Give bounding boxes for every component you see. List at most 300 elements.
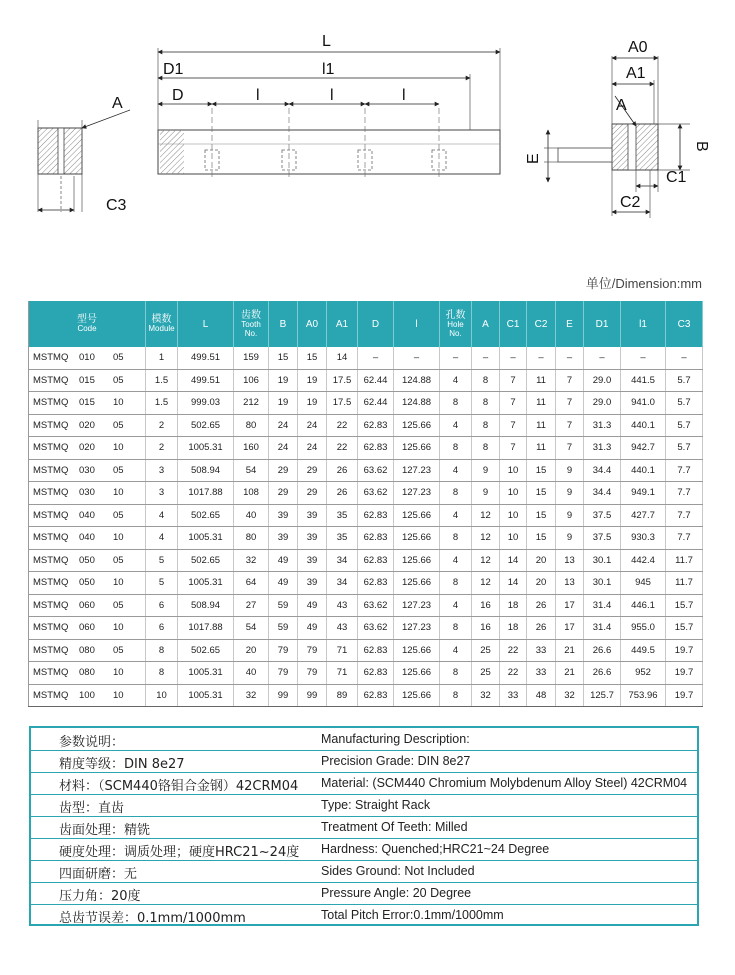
table-cell: 952 bbox=[621, 662, 666, 685]
table-cell: 1 bbox=[146, 347, 178, 369]
table-header-1 bbox=[146, 301, 178, 347]
table-cell: 43 bbox=[327, 594, 358, 617]
code-part: MSTMQ bbox=[33, 554, 69, 566]
table-cell: 6 bbox=[146, 617, 178, 640]
table-header-label: E bbox=[566, 318, 573, 330]
table-header-label: L bbox=[202, 318, 209, 330]
code-part: MSTMQ bbox=[33, 442, 69, 454]
table-row bbox=[29, 414, 703, 437]
table-cell: 4 bbox=[440, 549, 472, 572]
table-header-6 bbox=[327, 301, 358, 347]
table-cell: – bbox=[440, 347, 472, 369]
table-cell: 14 bbox=[500, 549, 527, 572]
code-part: MSTMQ bbox=[33, 644, 69, 656]
code-part: 050 bbox=[79, 577, 95, 589]
table-cell: 127.23 bbox=[394, 459, 440, 482]
code-part: 015 bbox=[79, 397, 95, 409]
table-cell: 159 bbox=[234, 347, 269, 369]
table-cell: 22 bbox=[500, 639, 527, 662]
note-english: Pressure Angle: 20 Degree bbox=[321, 886, 472, 900]
table-cell: 12 bbox=[472, 527, 500, 550]
table-row bbox=[29, 684, 703, 707]
table-cell: 8 bbox=[440, 527, 472, 550]
table-cell: 7.7 bbox=[666, 459, 703, 482]
table-header-13 bbox=[556, 301, 584, 347]
table-cell: 29 bbox=[298, 459, 327, 482]
table-cell: 8 bbox=[472, 369, 500, 392]
table-cell: 8 bbox=[146, 639, 178, 662]
table-cell: 7 bbox=[556, 437, 584, 460]
label-c2: C2 bbox=[620, 194, 641, 211]
table-cell: 26.6 bbox=[584, 639, 621, 662]
table-cell: 39 bbox=[269, 527, 298, 550]
code-part: MSTMQ bbox=[33, 577, 69, 589]
label-L: L bbox=[322, 33, 331, 50]
table-cell: 4 bbox=[440, 504, 472, 527]
table-cell: 19 bbox=[269, 392, 298, 415]
table-cell: 9 bbox=[556, 527, 584, 550]
note-english: Hardness: Quenched;HRC21~24 Degree bbox=[321, 842, 550, 856]
table-cell: 15 bbox=[527, 459, 556, 482]
code-part: 015 bbox=[79, 374, 95, 386]
code-part: 10 bbox=[113, 397, 124, 409]
table-cell: 5 bbox=[146, 572, 178, 595]
table-cell: 4 bbox=[146, 527, 178, 550]
table-header-label: A1 bbox=[335, 318, 349, 330]
table-cell: 18 bbox=[500, 617, 527, 640]
code-part: 10 bbox=[113, 689, 124, 701]
table-cell: 212 bbox=[234, 392, 269, 415]
table-cell: 26 bbox=[527, 594, 556, 617]
note-chinese: 总齿节误差：0.1mm/1000mm bbox=[59, 911, 246, 926]
table-cell-code bbox=[29, 437, 146, 460]
table-cell: – bbox=[500, 347, 527, 369]
table-header-label: 模数 bbox=[151, 314, 172, 326]
table-cell: – bbox=[472, 347, 500, 369]
table-cell: 14 bbox=[500, 572, 527, 595]
table-cell: 26 bbox=[327, 482, 358, 505]
table-cell: 1005.31 bbox=[178, 572, 234, 595]
code-part: 05 bbox=[113, 644, 124, 656]
code-part: 05 bbox=[113, 509, 124, 521]
note-row bbox=[31, 750, 697, 773]
table-cell: 499.51 bbox=[178, 369, 234, 392]
table-cell: 62.83 bbox=[358, 684, 394, 707]
table-cell: 13 bbox=[556, 572, 584, 595]
table-cell: 508.94 bbox=[178, 459, 234, 482]
table-cell: 11 bbox=[527, 437, 556, 460]
code-part: MSTMQ bbox=[33, 464, 69, 476]
table-cell: 8 bbox=[440, 662, 472, 685]
table-header-5 bbox=[298, 301, 327, 347]
table-cell: 19.7 bbox=[666, 684, 703, 707]
table-cell: 30.1 bbox=[584, 572, 621, 595]
table-cell: 43 bbox=[327, 617, 358, 640]
table-cell: 11 bbox=[527, 414, 556, 437]
table-cell: 11 bbox=[527, 369, 556, 392]
table-header-7 bbox=[358, 301, 394, 347]
table-cell: 9 bbox=[556, 504, 584, 527]
table-cell: 125.66 bbox=[394, 437, 440, 460]
table-cell: – bbox=[584, 347, 621, 369]
code-part: 10 bbox=[113, 532, 124, 544]
code-part: MSTMQ bbox=[33, 532, 69, 544]
label-a-right: A bbox=[616, 97, 627, 114]
label-c3: C3 bbox=[106, 197, 127, 214]
table-cell: 89 bbox=[327, 684, 358, 707]
table-cell: 124.88 bbox=[394, 392, 440, 415]
table-cell: 79 bbox=[298, 662, 327, 685]
note-chinese: 齿面处理：精铣 bbox=[59, 823, 151, 838]
table-cell: 502.65 bbox=[178, 549, 234, 572]
table-cell: 8 bbox=[440, 437, 472, 460]
code-part: 020 bbox=[79, 442, 95, 454]
label-a-left: A bbox=[112, 95, 123, 112]
table-header-sublabel: Tooth No. bbox=[241, 319, 261, 338]
table-cell-code bbox=[29, 347, 146, 369]
table-cell: 125.66 bbox=[394, 662, 440, 685]
table-cell: 125.66 bbox=[394, 527, 440, 550]
table-header-10 bbox=[472, 301, 500, 347]
table-cell: 999.03 bbox=[178, 392, 234, 415]
table-cell: 35 bbox=[327, 527, 358, 550]
table-cell: 21 bbox=[556, 662, 584, 685]
table-header-2 bbox=[178, 301, 234, 347]
table-cell: 8 bbox=[440, 392, 472, 415]
table-cell: 20 bbox=[234, 639, 269, 662]
table-cell: 125.66 bbox=[394, 684, 440, 707]
table-cell: 59 bbox=[269, 594, 298, 617]
table-cell: 59 bbox=[269, 617, 298, 640]
table-cell: 49 bbox=[269, 572, 298, 595]
table-header-14 bbox=[584, 301, 621, 347]
table-header-sublabel: Code bbox=[77, 324, 97, 334]
note-english: Total Pitch Error:0.1mm/1000mm bbox=[321, 908, 504, 922]
code-part: MSTMQ bbox=[33, 374, 69, 386]
table-cell: 17.5 bbox=[327, 369, 358, 392]
code-part: 05 bbox=[113, 419, 124, 431]
table-cell: 502.65 bbox=[178, 414, 234, 437]
table-cell: 15 bbox=[527, 504, 556, 527]
table-cell: 945 bbox=[621, 572, 666, 595]
table-cell: 15 bbox=[527, 527, 556, 550]
table-cell: – bbox=[621, 347, 666, 369]
table-cell: 9 bbox=[472, 482, 500, 505]
table-header-4 bbox=[269, 301, 298, 347]
code-part: MSTMQ bbox=[33, 667, 69, 679]
code-part: 030 bbox=[79, 487, 95, 499]
code-part: 010 bbox=[79, 352, 95, 364]
table-cell: 930.3 bbox=[621, 527, 666, 550]
dimension-unit: 单位/Dimension:mm bbox=[585, 276, 702, 291]
table-cell-code bbox=[29, 459, 146, 482]
table-cell: 5.7 bbox=[666, 392, 703, 415]
table-row bbox=[29, 504, 703, 527]
table-cell: 10 bbox=[146, 684, 178, 707]
table-cell: 63.62 bbox=[358, 459, 394, 482]
note-chinese: 精度等级：DIN 8e27 bbox=[59, 757, 185, 772]
table-cell: 427.7 bbox=[621, 504, 666, 527]
table-cell: 8 bbox=[472, 414, 500, 437]
spec-table bbox=[28, 301, 703, 707]
label-e: E bbox=[525, 153, 542, 164]
table-cell: 127.23 bbox=[394, 617, 440, 640]
table-cell: 49 bbox=[298, 617, 327, 640]
code-part: 10 bbox=[113, 622, 124, 634]
table-cell: 1005.31 bbox=[178, 437, 234, 460]
table-cell: 15.7 bbox=[666, 594, 703, 617]
table-cell: 26 bbox=[327, 459, 358, 482]
table-cell: 955.0 bbox=[621, 617, 666, 640]
table-cell: 62.83 bbox=[358, 549, 394, 572]
table-header-label: A bbox=[482, 318, 489, 330]
table-header-sublabel: Hole No. bbox=[447, 319, 464, 338]
table-cell: – bbox=[556, 347, 584, 369]
table-cell: 7 bbox=[500, 392, 527, 415]
table-row bbox=[29, 527, 703, 550]
table-header-label: D bbox=[371, 318, 380, 330]
label-c1: C1 bbox=[666, 169, 687, 186]
code-part: 080 bbox=[79, 667, 95, 679]
table-cell: 31.3 bbox=[584, 414, 621, 437]
table-cell: 34 bbox=[327, 549, 358, 572]
table-header-label: 孔数 bbox=[445, 309, 466, 321]
table-cell: 32 bbox=[234, 684, 269, 707]
table-cell: 71 bbox=[327, 639, 358, 662]
table-cell: 79 bbox=[269, 639, 298, 662]
table-header-label: C2 bbox=[534, 318, 548, 330]
code-part: MSTMQ bbox=[33, 689, 69, 701]
code-part: 050 bbox=[79, 554, 95, 566]
manufacturing-notes bbox=[29, 726, 699, 926]
table-cell: 9 bbox=[472, 459, 500, 482]
code-part: 10 bbox=[113, 577, 124, 589]
table-cell: 5 bbox=[146, 549, 178, 572]
table-cell: 62.83 bbox=[358, 504, 394, 527]
table-header-12 bbox=[527, 301, 556, 347]
table-cell: 16 bbox=[472, 617, 500, 640]
table-cell: 5.7 bbox=[666, 414, 703, 437]
table-cell: 127.23 bbox=[394, 482, 440, 505]
table-cell: 125.66 bbox=[394, 414, 440, 437]
code-part: MSTMQ bbox=[33, 509, 69, 521]
table-header-label: D1 bbox=[595, 318, 609, 330]
table-cell: 24 bbox=[269, 437, 298, 460]
table-row bbox=[29, 639, 703, 662]
code-part: 100 bbox=[79, 689, 95, 701]
table-cell: 7 bbox=[500, 437, 527, 460]
table-cell: 9 bbox=[556, 459, 584, 482]
table-cell: 24 bbox=[298, 437, 327, 460]
table-cell: 40 bbox=[234, 504, 269, 527]
table-cell: 4 bbox=[440, 459, 472, 482]
table-cell: 160 bbox=[234, 437, 269, 460]
note-row bbox=[31, 728, 697, 751]
table-cell: – bbox=[394, 347, 440, 369]
table-cell: 62.83 bbox=[358, 639, 394, 662]
table-cell: 18 bbox=[500, 594, 527, 617]
table-cell: 125.7 bbox=[584, 684, 621, 707]
table-cell: 33 bbox=[500, 684, 527, 707]
table-cell: 127.23 bbox=[394, 594, 440, 617]
table-cell: 4 bbox=[440, 639, 472, 662]
table-row bbox=[29, 437, 703, 460]
table-cell: 10 bbox=[500, 527, 527, 550]
code-part: MSTMQ bbox=[33, 599, 69, 611]
note-row bbox=[31, 882, 697, 905]
table-row bbox=[29, 549, 703, 572]
table-cell: 22 bbox=[500, 662, 527, 685]
table-cell: 20 bbox=[527, 549, 556, 572]
code-part: 080 bbox=[79, 644, 95, 656]
table-cell: 26 bbox=[527, 617, 556, 640]
table-cell: 62.83 bbox=[358, 662, 394, 685]
table-cell: 941.0 bbox=[621, 392, 666, 415]
table-cell: 17.5 bbox=[327, 392, 358, 415]
table-cell: 7 bbox=[500, 414, 527, 437]
table-header-15 bbox=[621, 301, 666, 347]
note-row bbox=[31, 838, 697, 861]
table-cell: 7 bbox=[500, 369, 527, 392]
table-cell: 22 bbox=[327, 437, 358, 460]
code-part: 060 bbox=[79, 622, 95, 634]
table-cell: 15 bbox=[298, 347, 327, 369]
code-part: 10 bbox=[113, 487, 124, 499]
table-cell: 62.83 bbox=[358, 414, 394, 437]
table-cell: 31.4 bbox=[584, 594, 621, 617]
table-cell: 79 bbox=[298, 639, 327, 662]
code-part: 05 bbox=[113, 464, 124, 476]
table-cell: 441.5 bbox=[621, 369, 666, 392]
table-row bbox=[29, 482, 703, 505]
table-header-label: 齿数 bbox=[241, 309, 261, 321]
table-cell: 125.66 bbox=[394, 639, 440, 662]
table-cell: 26.6 bbox=[584, 662, 621, 685]
table-cell-code bbox=[29, 594, 146, 617]
table-cell: 1005.31 bbox=[178, 662, 234, 685]
table-cell: 1.5 bbox=[146, 392, 178, 415]
table-cell: 11.7 bbox=[666, 549, 703, 572]
note-chinese: 四面研磨：无 bbox=[59, 867, 138, 882]
table-cell: 35 bbox=[327, 504, 358, 527]
table-cell: 17 bbox=[556, 617, 584, 640]
table-cell: 1005.31 bbox=[178, 527, 234, 550]
table-cell: 12 bbox=[472, 504, 500, 527]
left-section-view bbox=[38, 95, 130, 214]
table-header-0 bbox=[29, 301, 146, 347]
table-header-row bbox=[29, 301, 703, 347]
note-english: Manufacturing Description: bbox=[321, 732, 470, 746]
table-cell: 15.7 bbox=[666, 617, 703, 640]
table-cell: 8 bbox=[146, 662, 178, 685]
table-header-label: A0 bbox=[305, 318, 319, 330]
label-D: D bbox=[172, 87, 184, 104]
rack-technical-drawing bbox=[0, 0, 735, 240]
table-cell: 8 bbox=[440, 617, 472, 640]
code-part: 05 bbox=[113, 554, 124, 566]
table-cell: 7.7 bbox=[666, 482, 703, 505]
table-cell: 31.3 bbox=[584, 437, 621, 460]
table-cell: 4 bbox=[440, 369, 472, 392]
table-cell: 8 bbox=[472, 437, 500, 460]
table-cell: 1005.31 bbox=[178, 684, 234, 707]
table-cell: 3 bbox=[146, 482, 178, 505]
table-cell: 10 bbox=[500, 459, 527, 482]
table-cell: 33 bbox=[527, 639, 556, 662]
table-cell: 440.1 bbox=[621, 459, 666, 482]
table-header-label: 型号 bbox=[77, 314, 97, 326]
table-cell: 48 bbox=[527, 684, 556, 707]
code-part: MSTMQ bbox=[33, 419, 69, 431]
table-cell: 80 bbox=[234, 414, 269, 437]
table-cell: 8 bbox=[440, 572, 472, 595]
table-cell: 39 bbox=[298, 504, 327, 527]
code-part: 060 bbox=[79, 599, 95, 611]
table-cell: 29.0 bbox=[584, 392, 621, 415]
table-cell: 949.1 bbox=[621, 482, 666, 505]
table-cell: 39 bbox=[298, 527, 327, 550]
table-cell: 54 bbox=[234, 617, 269, 640]
code-part: MSTMQ bbox=[33, 622, 69, 634]
table-cell: 12 bbox=[472, 549, 500, 572]
table-cell: 99 bbox=[269, 684, 298, 707]
note-english: Material: (SCM440 Chromium Molybdenum Alloy Steel) 42CRM04 bbox=[321, 776, 688, 790]
code-part: 040 bbox=[79, 509, 95, 521]
code-part: MSTMQ bbox=[33, 397, 69, 409]
code-part: 05 bbox=[113, 599, 124, 611]
table-cell: 108 bbox=[234, 482, 269, 505]
table-cell: 15 bbox=[527, 482, 556, 505]
table-cell: 7.7 bbox=[666, 527, 703, 550]
table-cell: 8 bbox=[440, 482, 472, 505]
code-part: 10 bbox=[113, 667, 124, 679]
table-cell: 753.96 bbox=[621, 684, 666, 707]
code-part: 030 bbox=[79, 464, 95, 476]
table-row bbox=[29, 392, 703, 415]
table-row bbox=[29, 347, 703, 369]
table-cell: 30.1 bbox=[584, 549, 621, 572]
table-cell: 37.5 bbox=[584, 527, 621, 550]
table-header-label: C1 bbox=[506, 318, 520, 330]
table-cell: 6 bbox=[146, 594, 178, 617]
table-cell: 7.7 bbox=[666, 504, 703, 527]
table-cell: 34 bbox=[327, 572, 358, 595]
right-end-view bbox=[525, 39, 710, 218]
table-row bbox=[29, 459, 703, 482]
table-cell: 19.7 bbox=[666, 639, 703, 662]
table-cell: 440.1 bbox=[621, 414, 666, 437]
table-cell: 34.4 bbox=[584, 482, 621, 505]
note-chinese: 参数说明： bbox=[59, 735, 125, 750]
table-cell: 449.5 bbox=[621, 639, 666, 662]
table-cell-code bbox=[29, 504, 146, 527]
table-cell: 63.62 bbox=[358, 617, 394, 640]
table-cell: 33 bbox=[527, 662, 556, 685]
table-cell: 1017.88 bbox=[178, 482, 234, 505]
table-cell: 25 bbox=[472, 662, 500, 685]
table-cell: 25 bbox=[472, 639, 500, 662]
table-cell: 8 bbox=[472, 392, 500, 415]
table-cell: 62.44 bbox=[358, 392, 394, 415]
table-cell: 1.5 bbox=[146, 369, 178, 392]
table-cell: 7 bbox=[556, 369, 584, 392]
table-cell: 10 bbox=[500, 482, 527, 505]
table-cell: 7 bbox=[556, 392, 584, 415]
table-cell: – bbox=[666, 347, 703, 369]
table-cell: 40 bbox=[234, 662, 269, 685]
note-english: Sides Ground: Not Included bbox=[321, 864, 475, 878]
table-cell: 37.5 bbox=[584, 504, 621, 527]
